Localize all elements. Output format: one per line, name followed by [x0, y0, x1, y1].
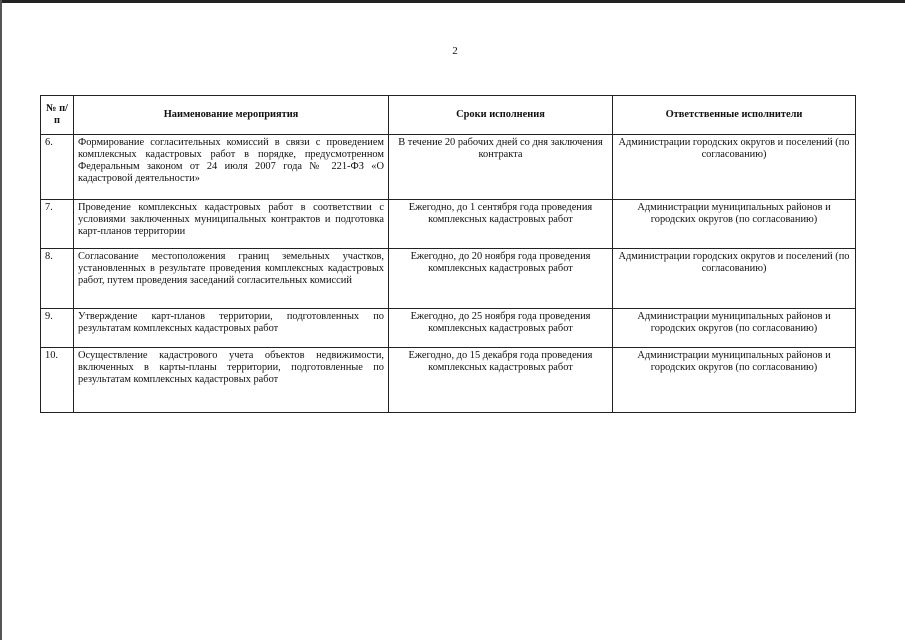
row-resp: Администрации муниципальных районов и городских округов (по согласованию) — [613, 200, 856, 249]
header-name: Наименование мероприятия — [74, 96, 389, 135]
row-term: Ежегодно, до 20 ноября года проведения комплексных кадастровых работ — [389, 249, 613, 309]
row-num: 9. — [41, 309, 74, 348]
row-num: 10. — [41, 348, 74, 413]
row-term: Ежегодно, до 15 декабря года проведения комплексных кадастровых работ — [389, 348, 613, 413]
scan-border-left — [0, 0, 2, 640]
scan-border-top — [0, 0, 905, 3]
table-row — [41, 200, 856, 249]
row-num: 7. — [41, 200, 74, 249]
row-resp: Администрации городских округов и поселений (по согласованию) — [613, 135, 856, 200]
row-num: 8. — [41, 249, 74, 309]
table-row — [41, 348, 856, 413]
header-resp: Ответственные исполнители — [613, 96, 856, 135]
header-num: № п/п — [41, 96, 74, 135]
row-resp: Администрации муниципальных районов и городских округов (по согласованию) — [613, 309, 856, 348]
row-term: В течение 20 рабочих дней со дня заключения контракта — [389, 135, 613, 200]
page-number: 2 — [452, 45, 458, 57]
row-name: Осуществление кадастрового учета объектов недвижимости, включенных в карты-планы территории, подготовленные по результатам комплексных кадастровых работ — [74, 348, 389, 413]
table-row — [41, 249, 856, 309]
table-row — [41, 309, 856, 348]
row-resp: Администрации муниципальных районов и городских округов (по согласованию) — [613, 348, 856, 413]
row-name: Формирование согласительных комиссий в связи с проведением комплексных кадастровых работ в порядке, предусмотренном Федеральным законом от 24 июля 2007 года № 221-ФЗ «О кадастровой деятельности» — [74, 135, 389, 200]
row-name: Утверждение карт-планов территории, подготовленных по результатам комплексных кадастровых работ — [74, 309, 389, 348]
measures-table — [40, 95, 856, 413]
table-header-row — [41, 96, 856, 135]
row-term: Ежегодно, до 1 сентября года проведения комплексных кадастровых работ — [389, 200, 613, 249]
row-term: Ежегодно, до 25 ноября года проведения комплексных кадастровых работ — [389, 309, 613, 348]
row-name: Проведение комплексных кадастровых работ в соответствии с условиями заключенных муниципальных контрактов и подготовка карт-планов территории — [74, 200, 389, 249]
row-num: 6. — [41, 135, 74, 200]
table-row — [41, 135, 856, 200]
row-name: Согласование местоположения границ земельных участков, установленных в результате проведения комплексных кадастровых работ, путем проведения заседаний согласительных комиссий — [74, 249, 389, 309]
row-resp: Администрации городских округов и поселений (по согласованию) — [613, 249, 856, 309]
header-term: Сроки исполнения — [389, 96, 613, 135]
